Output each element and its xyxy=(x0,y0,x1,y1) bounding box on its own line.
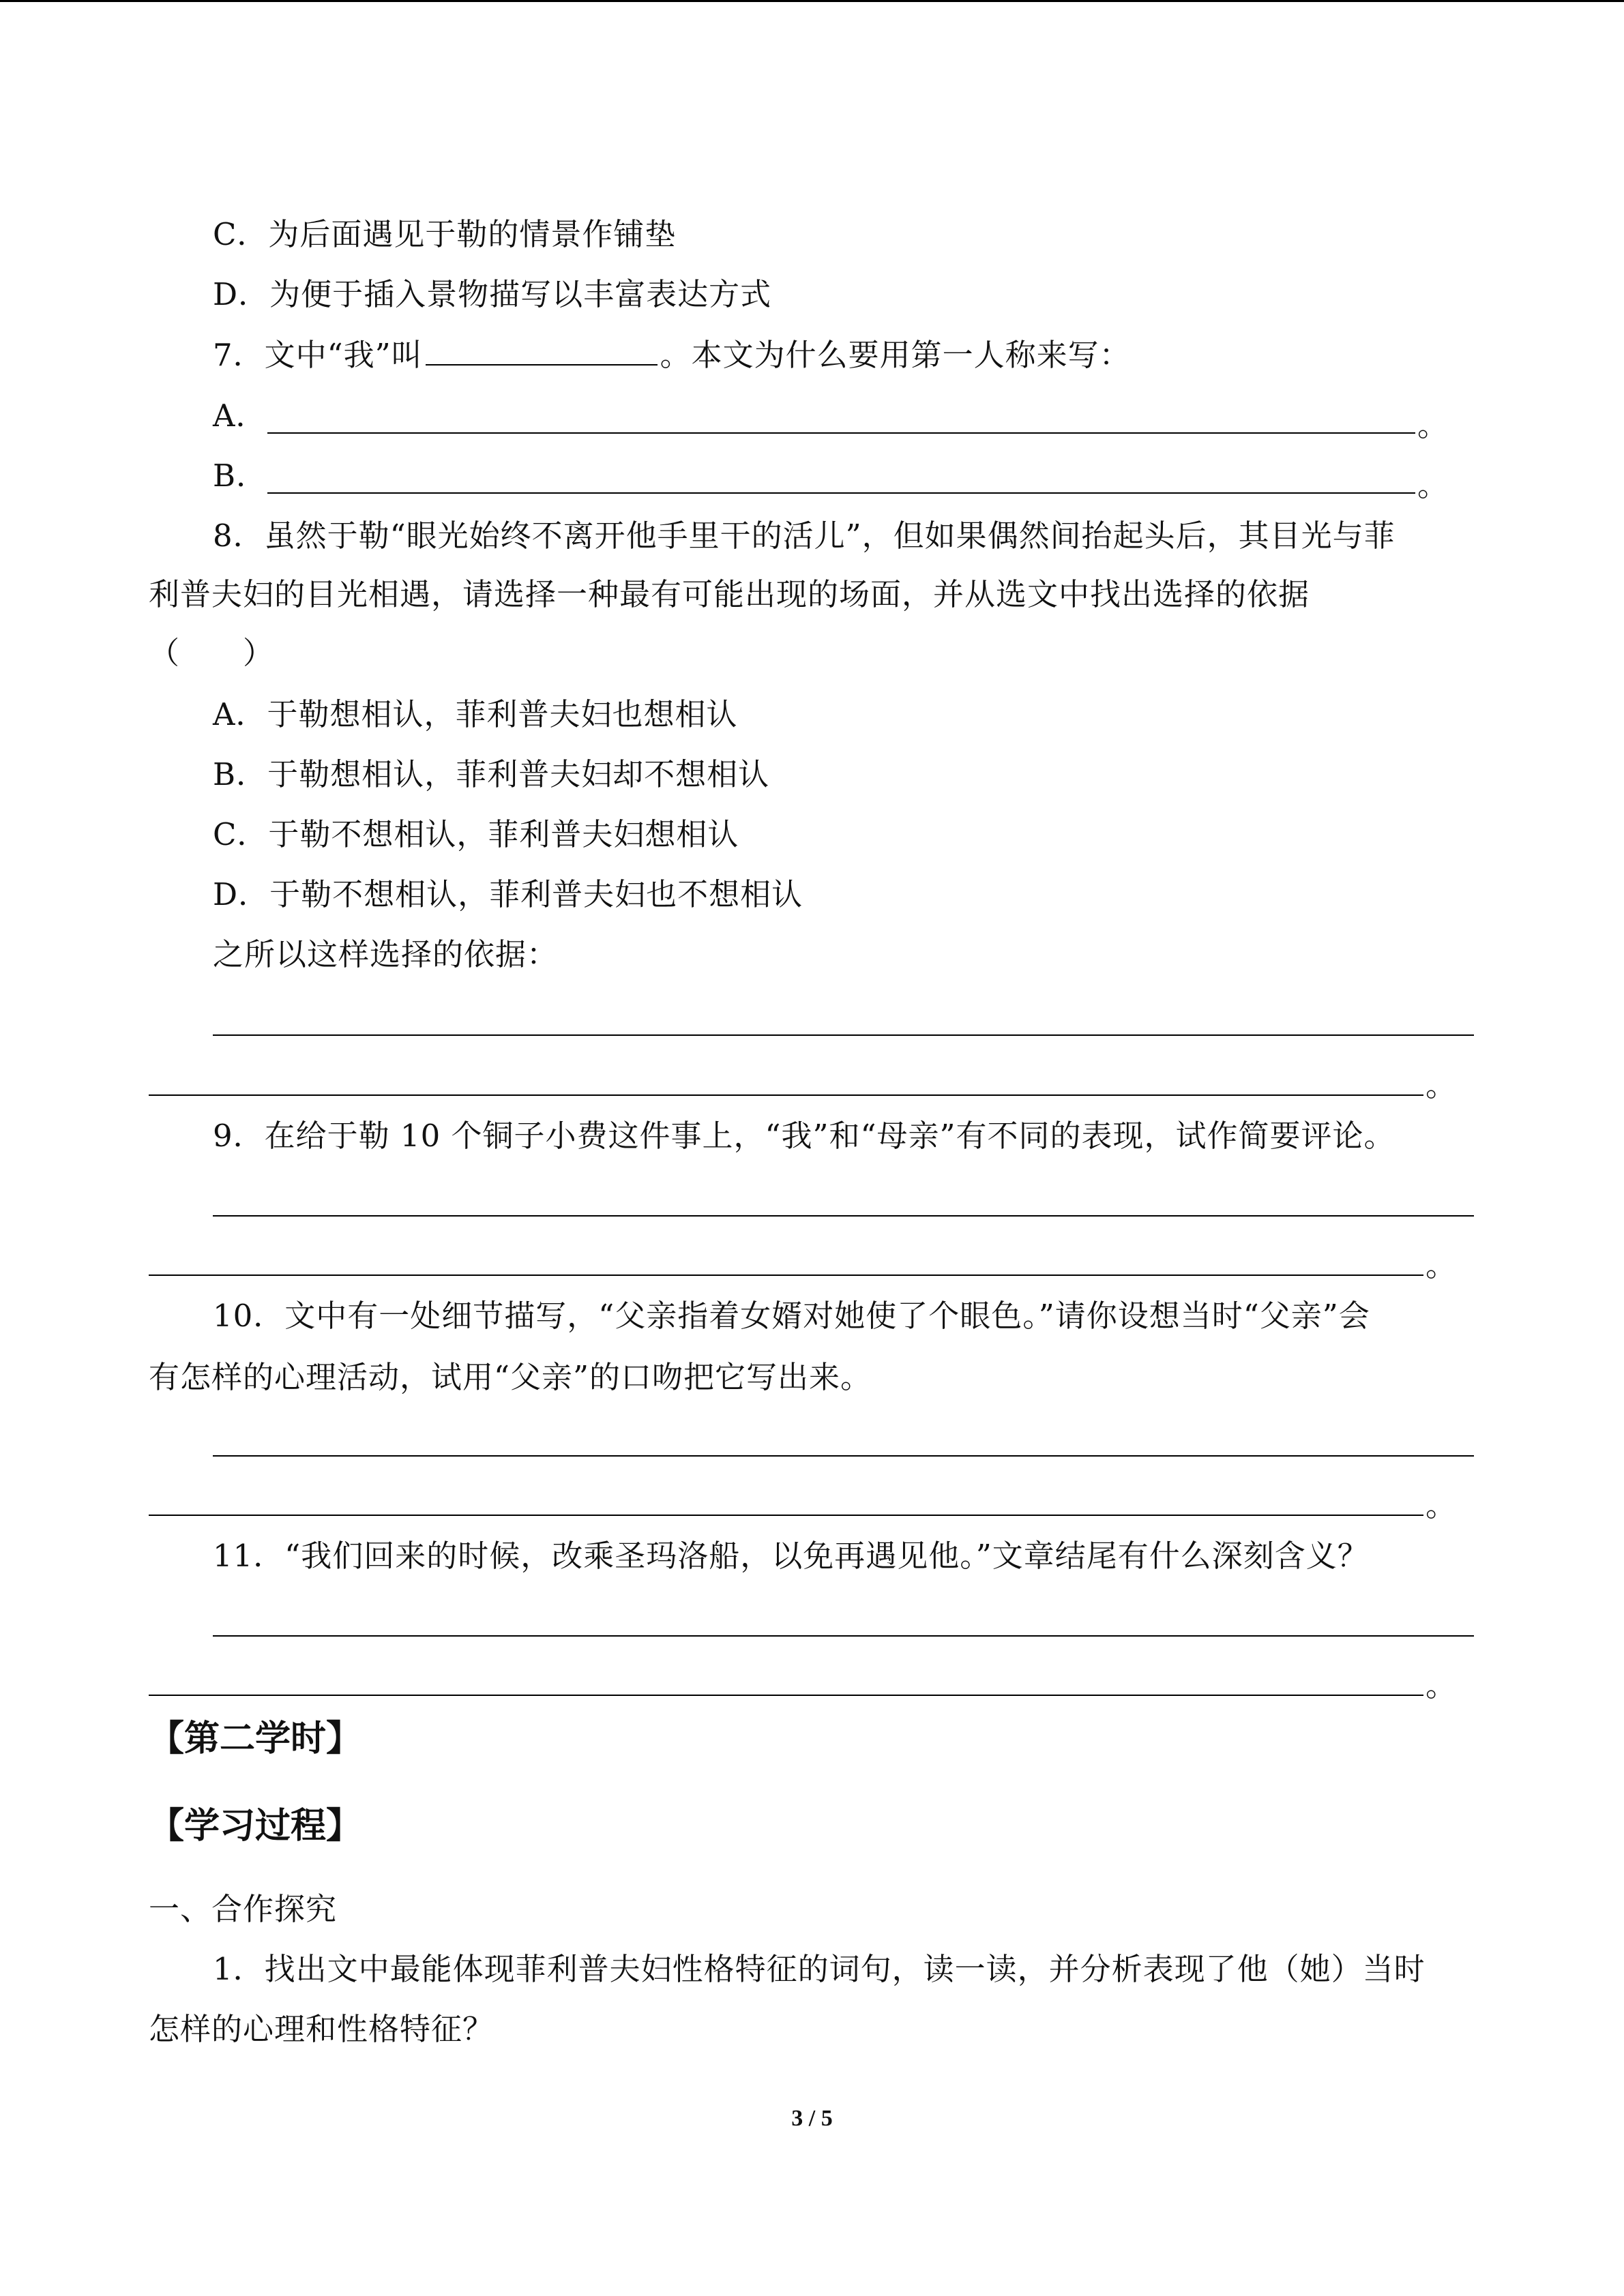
q7-name-blank[interactable] xyxy=(426,334,658,366)
q7-answer-b-label: B． xyxy=(213,458,268,494)
section-heading-second-lesson: 【第二学时】 xyxy=(149,1718,362,1759)
q8-answer-paren[interactable]: （ ） xyxy=(149,635,275,671)
q11-answer-end: 。 xyxy=(1426,1667,1457,1703)
subsection-cooperative-inquiry: 一、合作探究 xyxy=(149,1891,338,1927)
section-heading-learning-process: 【学习过程】 xyxy=(149,1806,362,1847)
q7-stem xyxy=(213,334,1131,376)
q7-stem-part2: 。本文为什么要用第一人称来写： xyxy=(660,337,1131,373)
q10-stem-line2: 有怎样的心理活动，试用“父亲”的口吻把它写出来。 xyxy=(149,1359,872,1395)
q7-answer-b-end: 。 xyxy=(1417,467,1449,503)
q11-answer-line2[interactable] xyxy=(149,1695,1423,1696)
q6-option-d: D．为便于插入景物描写以丰富表达方式 xyxy=(213,276,772,312)
q8-stem-line2: 利普夫妇的目光相遇，请选择一种最有可能出现的场面，并从选文中找出选择的依据 xyxy=(149,576,1310,612)
q7-answer-a-label: A． xyxy=(213,398,267,434)
q8-option-c: C．于勒不想相认，菲利普夫妇想相认 xyxy=(213,816,739,852)
q10-stem-line1: 10．文中有一处细节描写，“父亲指着女婿对她使了个眼色。”请你设想当时“父亲”会 xyxy=(213,1298,1370,1334)
inquiry-item1-line1: 1．找出文中最能体现菲利普夫妇性格特征的词句，读一读，并分析表现了他（她）当时 xyxy=(213,1951,1426,1987)
q8-option-d: D．于勒不想相认，菲利普夫妇也不想相认 xyxy=(213,876,803,912)
page-top-border xyxy=(0,0,1624,2)
q7-answer-b-line[interactable] xyxy=(267,492,1415,494)
q8-stem-line1: 8．虽然于勒“眼光始终不离开他手里干的活儿”，但如果偶然间抬起头后，其目光与菲 xyxy=(213,518,1396,554)
q8-basis-end: 。 xyxy=(1426,1067,1457,1103)
inquiry-item1-line2: 怎样的心理和性格特征？ xyxy=(149,2011,494,2047)
q8-option-b: B．于勒想相认，菲利普夫妇却不想相认 xyxy=(213,756,770,792)
q9-answer-end: 。 xyxy=(1426,1247,1457,1283)
q9-stem: 9．在给于勒 10 个铜子小费这件事上，“我”和“母亲”有不同的表现，试作简要评论。 xyxy=(213,1118,1396,1154)
page-number: 3 / 5 xyxy=(791,2106,833,2131)
q8-basis-label: 之所以这样选择的依据： xyxy=(213,936,559,972)
q10-answer-line1[interactable] xyxy=(213,1455,1474,1457)
q11-answer-line1[interactable] xyxy=(213,1635,1474,1637)
q7-answer-a-end: 。 xyxy=(1417,407,1449,443)
q8-basis-line1[interactable] xyxy=(213,1034,1474,1036)
q7-stem-part1: 7．文中“我”叫 xyxy=(213,337,423,373)
q11-stem: 11．“我们回来的时候，改乘圣玛洛船，以免再遇见他。”文章结尾有什么深刻含义？ xyxy=(213,1538,1369,1574)
q10-answer-end: 。 xyxy=(1426,1487,1457,1523)
q9-answer-line2[interactable] xyxy=(149,1274,1423,1276)
q6-option-c: C．为后面遇见于勒的情景作铺垫 xyxy=(213,216,677,252)
q8-option-a: A．于勒想相认，菲利普夫妇也想相认 xyxy=(213,696,738,732)
q7-answer-a-line[interactable] xyxy=(267,432,1415,434)
q10-answer-line2[interactable] xyxy=(149,1515,1423,1516)
q8-basis-line2[interactable] xyxy=(149,1094,1423,1096)
q9-answer-line1[interactable] xyxy=(213,1215,1474,1217)
